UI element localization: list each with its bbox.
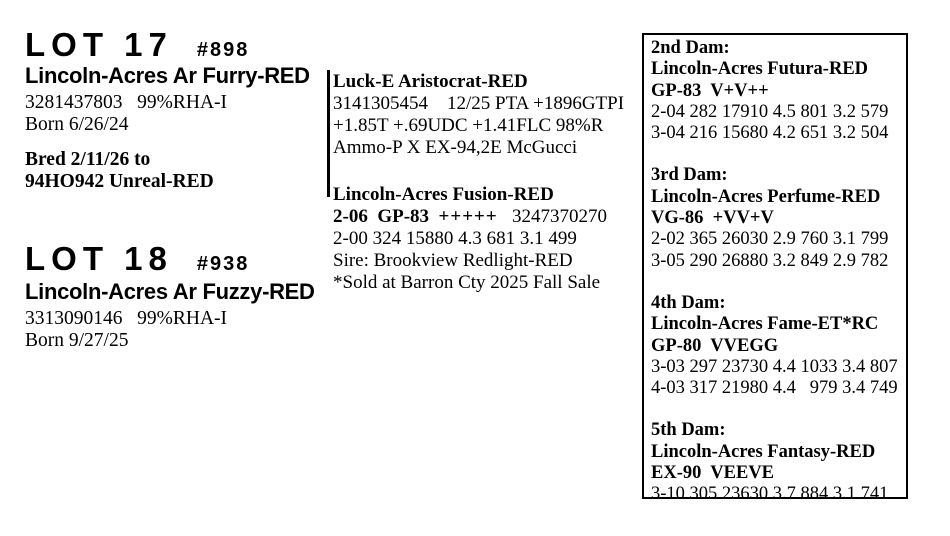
fourth-dam-heading: 4th Dam: bbox=[651, 292, 726, 313]
third-dam-name: Lincoln-Acres Perfume-RED bbox=[651, 186, 881, 207]
fifth-dam-heading: 5th Dam: bbox=[651, 420, 726, 441]
lot-17-tag: #898 bbox=[196, 39, 250, 61]
sire-name: Luck-E Aristocrat-RED bbox=[333, 71, 528, 92]
third-dam-score: VG-86 +VV+V bbox=[651, 208, 774, 229]
lot-18-tag: #938 bbox=[196, 253, 250, 275]
second-dam-record-2: 3-04 216 15680 4.2 651 3.2 504 bbox=[651, 123, 889, 144]
lot-17-registration-line: 3281437803 99%RHA-I bbox=[25, 92, 228, 113]
sire-pta-line-2: +1.85T +.69UDC +1.41FLC 98%R bbox=[333, 115, 604, 136]
third-dam-record-1: 2-02 365 26030 2.9 760 3.1 799 bbox=[651, 229, 889, 250]
dam-score-spacer-1 bbox=[429, 206, 439, 227]
second-dam-name: Lincoln-Acres Futura-RED bbox=[651, 59, 869, 80]
lot-17-animal-name: Lincoln-Acres Ar Furry-RED bbox=[25, 63, 310, 88]
dam-score-spacer-2 bbox=[498, 206, 512, 227]
lot-18-registration-line: 3313090146 99%RHA-I bbox=[25, 308, 228, 329]
second-dam-heading: 2nd Dam: bbox=[651, 38, 730, 58]
dam-record-line: 2-00 324 15880 4.3 681 3.1 499 bbox=[333, 228, 577, 249]
dam-registration: 3247370270 bbox=[511, 206, 607, 227]
fifth-dam-record-1: 3-10 305 23630 3.7 884 3.1 741 bbox=[651, 484, 889, 505]
lot-17-born-line: Born 6/26/24 bbox=[25, 114, 129, 135]
lot-18-born-line: Born 9/27/25 bbox=[25, 330, 129, 351]
third-dam-section bbox=[651, 165, 900, 271]
second-dam-section bbox=[651, 38, 900, 144]
fourth-dam-name: Lincoln-Acres Fame-ET*RC bbox=[651, 314, 879, 335]
lot-17-bred-block bbox=[25, 149, 214, 193]
sire-parentage-line: Ammo-P X EX-94,2E McGucci bbox=[333, 137, 578, 158]
dam-block bbox=[333, 184, 607, 294]
lot-18-animal-name: Lincoln-Acres Ar Fuzzy-RED bbox=[25, 279, 315, 304]
fourth-dam-record-2: 4-03 317 21980 4.4 979 3.4 749 bbox=[651, 378, 898, 399]
lot-17-bred-line-1: Bred 2/11/26 to bbox=[25, 149, 151, 170]
dam-name: Lincoln-Acres Fusion-RED bbox=[333, 184, 554, 205]
sire-pta-line-1: 3141305454 12/25 PTA +1896GTPI bbox=[333, 93, 625, 114]
sire-block bbox=[333, 71, 624, 159]
fifth-dam-name: Lincoln-Acres Fantasy-RED bbox=[651, 441, 876, 462]
lot-17-bred-line-2: 94HO942 Unreal-RED bbox=[25, 171, 214, 192]
dam-sale-note: *Sold at Barron Cty 2025 Fall Sale bbox=[333, 272, 601, 293]
dam-age-score: 2-06 GP-83 bbox=[333, 206, 430, 227]
dam-rating: +++++ bbox=[438, 206, 498, 227]
second-dam-score: GP-83 V+V++ bbox=[651, 80, 769, 101]
second-dam-record-1: 2-04 282 17910 4.5 801 3.2 579 bbox=[651, 101, 889, 122]
lot-17-heading-row bbox=[25, 28, 249, 63]
fifth-dam-section bbox=[651, 420, 900, 505]
pedigree-bracket-line bbox=[327, 70, 330, 197]
fourth-dam-section bbox=[651, 293, 900, 399]
fourth-dam-score: GP-80 VVEGG bbox=[651, 335, 779, 356]
dam-score-line bbox=[333, 206, 607, 228]
fifth-dam-score: EX-90 VEEVE bbox=[651, 463, 775, 484]
third-dam-record-2: 3-05 290 26880 3.2 849 2.9 782 bbox=[651, 250, 889, 271]
lot-17-number: LOT 17 bbox=[25, 26, 173, 63]
fourth-dam-record-1: 3-03 297 23730 4.4 1033 3.4 807 bbox=[651, 356, 898, 377]
lot-18-heading-row bbox=[25, 242, 249, 277]
third-dam-heading: 3rd Dam: bbox=[651, 165, 728, 186]
lot-18-number: LOT 18 bbox=[25, 240, 173, 277]
maternal-line-box bbox=[642, 33, 908, 505]
dam-sire-line: Sire: Brookview Redlight-RED bbox=[333, 250, 573, 271]
